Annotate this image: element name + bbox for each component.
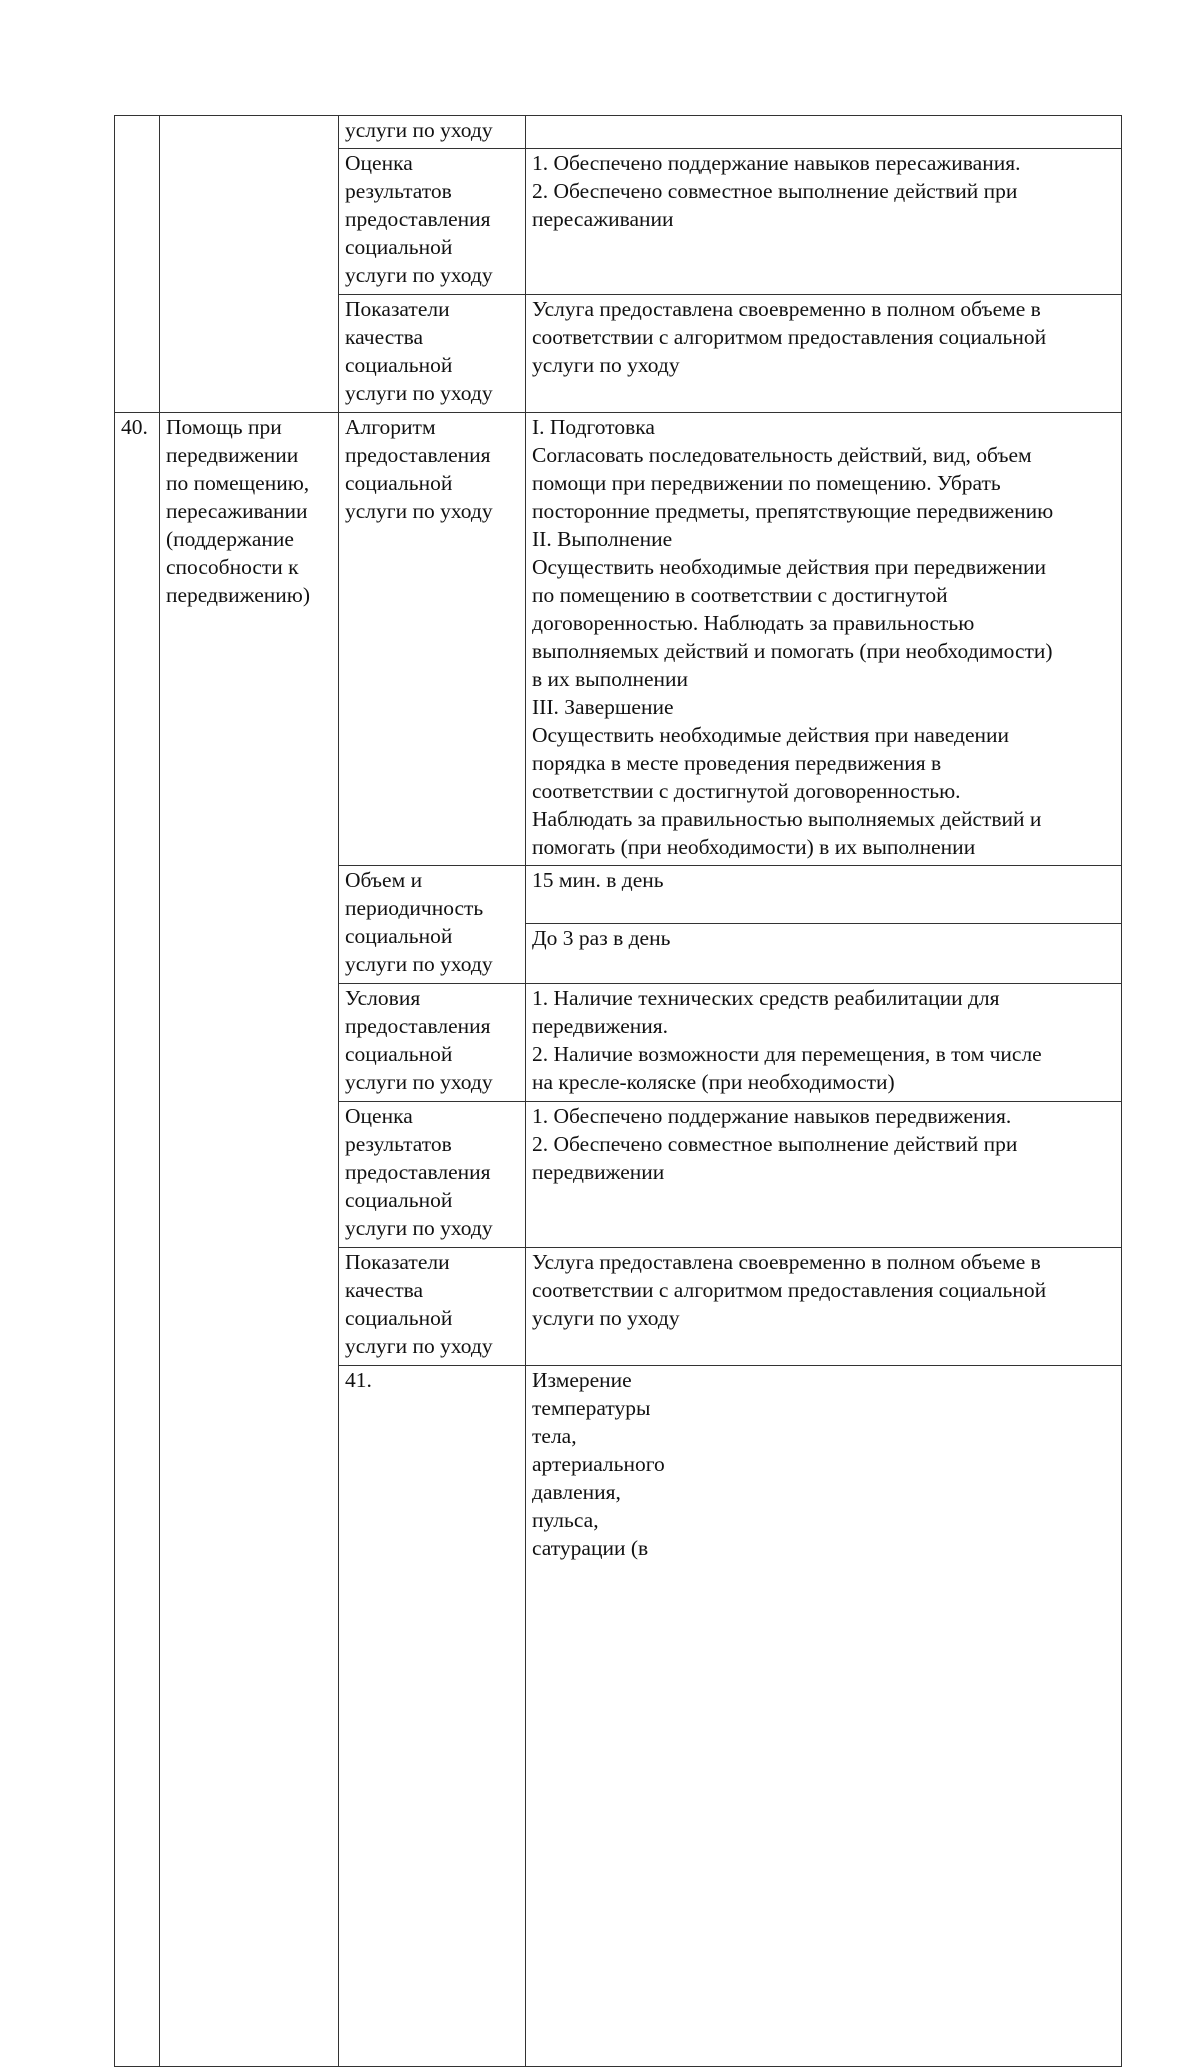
parameter-label-cell [339,866,526,984]
evaluation-text: 1. Обеспечено поддержание навыков передвижения. 2. Обеспечено совместное выполнение действий при передвижении [532,1104,1018,1184]
service-name-cell [526,1366,1122,2067]
text-line: соответствии с достигнутой договоренностью. [532,779,961,803]
volume-value: 15 мин. в день [532,868,664,892]
quality-text: Услуга предоставлена своевременно в полном объеме в соответствии с алгоритмом предоставления социальной услуги по уходу [532,1250,1047,1330]
parameter-value: 1. Обеспечено поддержание навыков пересаживания. 2. Обеспечено совместное выполнение действий при пересаживании [532,151,1021,231]
parameter-value-cell [526,413,1122,866]
service-name-cell [160,413,339,2067]
parameter-label-cell [339,149,526,295]
service-name-cell [160,116,339,413]
parameter-value-cell [526,924,1122,984]
parameter-label: Оценка результатов предоставления социальной услуги по уходу [345,151,493,287]
algorithm-label: Алгоритм предоставления социальной услуги по уходу [345,415,493,523]
parameter-value-cell [526,116,1122,149]
text-line: Осуществить необходимые действия при передвижении [532,555,1047,579]
text-line: Осуществить необходимые действия при наведении [532,723,1010,747]
text-line: выполняемых действий и помогать (при необходимости) [532,639,1053,663]
parameter-label: Показатели качества социальной услуги по уходу [345,297,493,405]
conditions-text: 1. Наличие технических средств реабилитации для передвижения. 2. Наличие возможности для перемещения, в том числе на кресле-коляске (при необходимости) [532,986,1042,1094]
table-row [115,413,1122,866]
services-table [114,115,1122,2067]
text-line: III. Завершение [532,695,674,719]
number-cell [115,413,160,2067]
text-line: договоренностью. Наблюдать за правильностью [532,611,975,635]
volume-label: Объем и периодичность социальной услуги по уходу [345,868,493,976]
text-line: посторонние предметы, препятствующие передвижению [532,499,1054,523]
parameter-value-cell [526,984,1122,1102]
parameter-label-cell [339,1248,526,1366]
parameter-value-cell [526,1248,1122,1366]
frequency-value: До 3 раз в день [532,926,671,950]
parameter-value-cell [526,149,1122,295]
service-name: Измерение температуры тела, артериального давления, пульса, сатурации (в [532,1368,665,1560]
service-number: 41. [345,1368,372,1392]
number-cell [339,1366,526,2067]
table-row [115,116,1122,149]
text-line: Согласовать последовательность действий, вид, объем [532,443,1032,467]
parameter-value: Услуга предоставлена своевременно в полном объеме в соответствии с алгоритмом предоставления социальной услуги по уходу [532,297,1047,377]
text-line: Наблюдать за правильностью выполняемых действий и [532,807,1042,831]
conditions-label: Условия предоставления социальной услуги по уходу [345,986,493,1094]
algorithm-text [532,413,1115,861]
text-line: помощи при передвижении по помещению. Убрать [532,471,1001,495]
parameter-value-cell [526,295,1122,413]
parameter-value-cell [526,866,1122,924]
text-line: порядка в месте проведения передвижения в [532,751,942,775]
text-line: по помещению в соответствии с достигнутой [532,583,948,607]
number-cell [115,116,160,413]
parameter-label-cell [339,295,526,413]
parameter-label-cell [339,413,526,866]
parameter-label-cell [339,984,526,1102]
service-number: 40. [121,415,148,439]
parameter-label-cell [339,116,526,149]
parameter-label: услуги по уходу [345,118,493,142]
text-line: II. Выполнение [532,527,673,551]
quality-label: Показатели качества социальной услуги по уходу [345,1250,493,1358]
parameter-value-cell [526,1102,1122,1248]
text-line: в их выполнении [532,667,689,691]
text-line: помогать (при необходимости) в их выполнении [532,835,976,859]
evaluation-label: Оценка результатов предоставления социальной услуги по уходу [345,1104,493,1240]
service-name: Помощь при передвижении по помещению, пересаживании (поддержание способности к передвижению) [166,415,311,607]
text-line: I. Подготовка [532,415,655,439]
parameter-label-cell [339,1102,526,1248]
